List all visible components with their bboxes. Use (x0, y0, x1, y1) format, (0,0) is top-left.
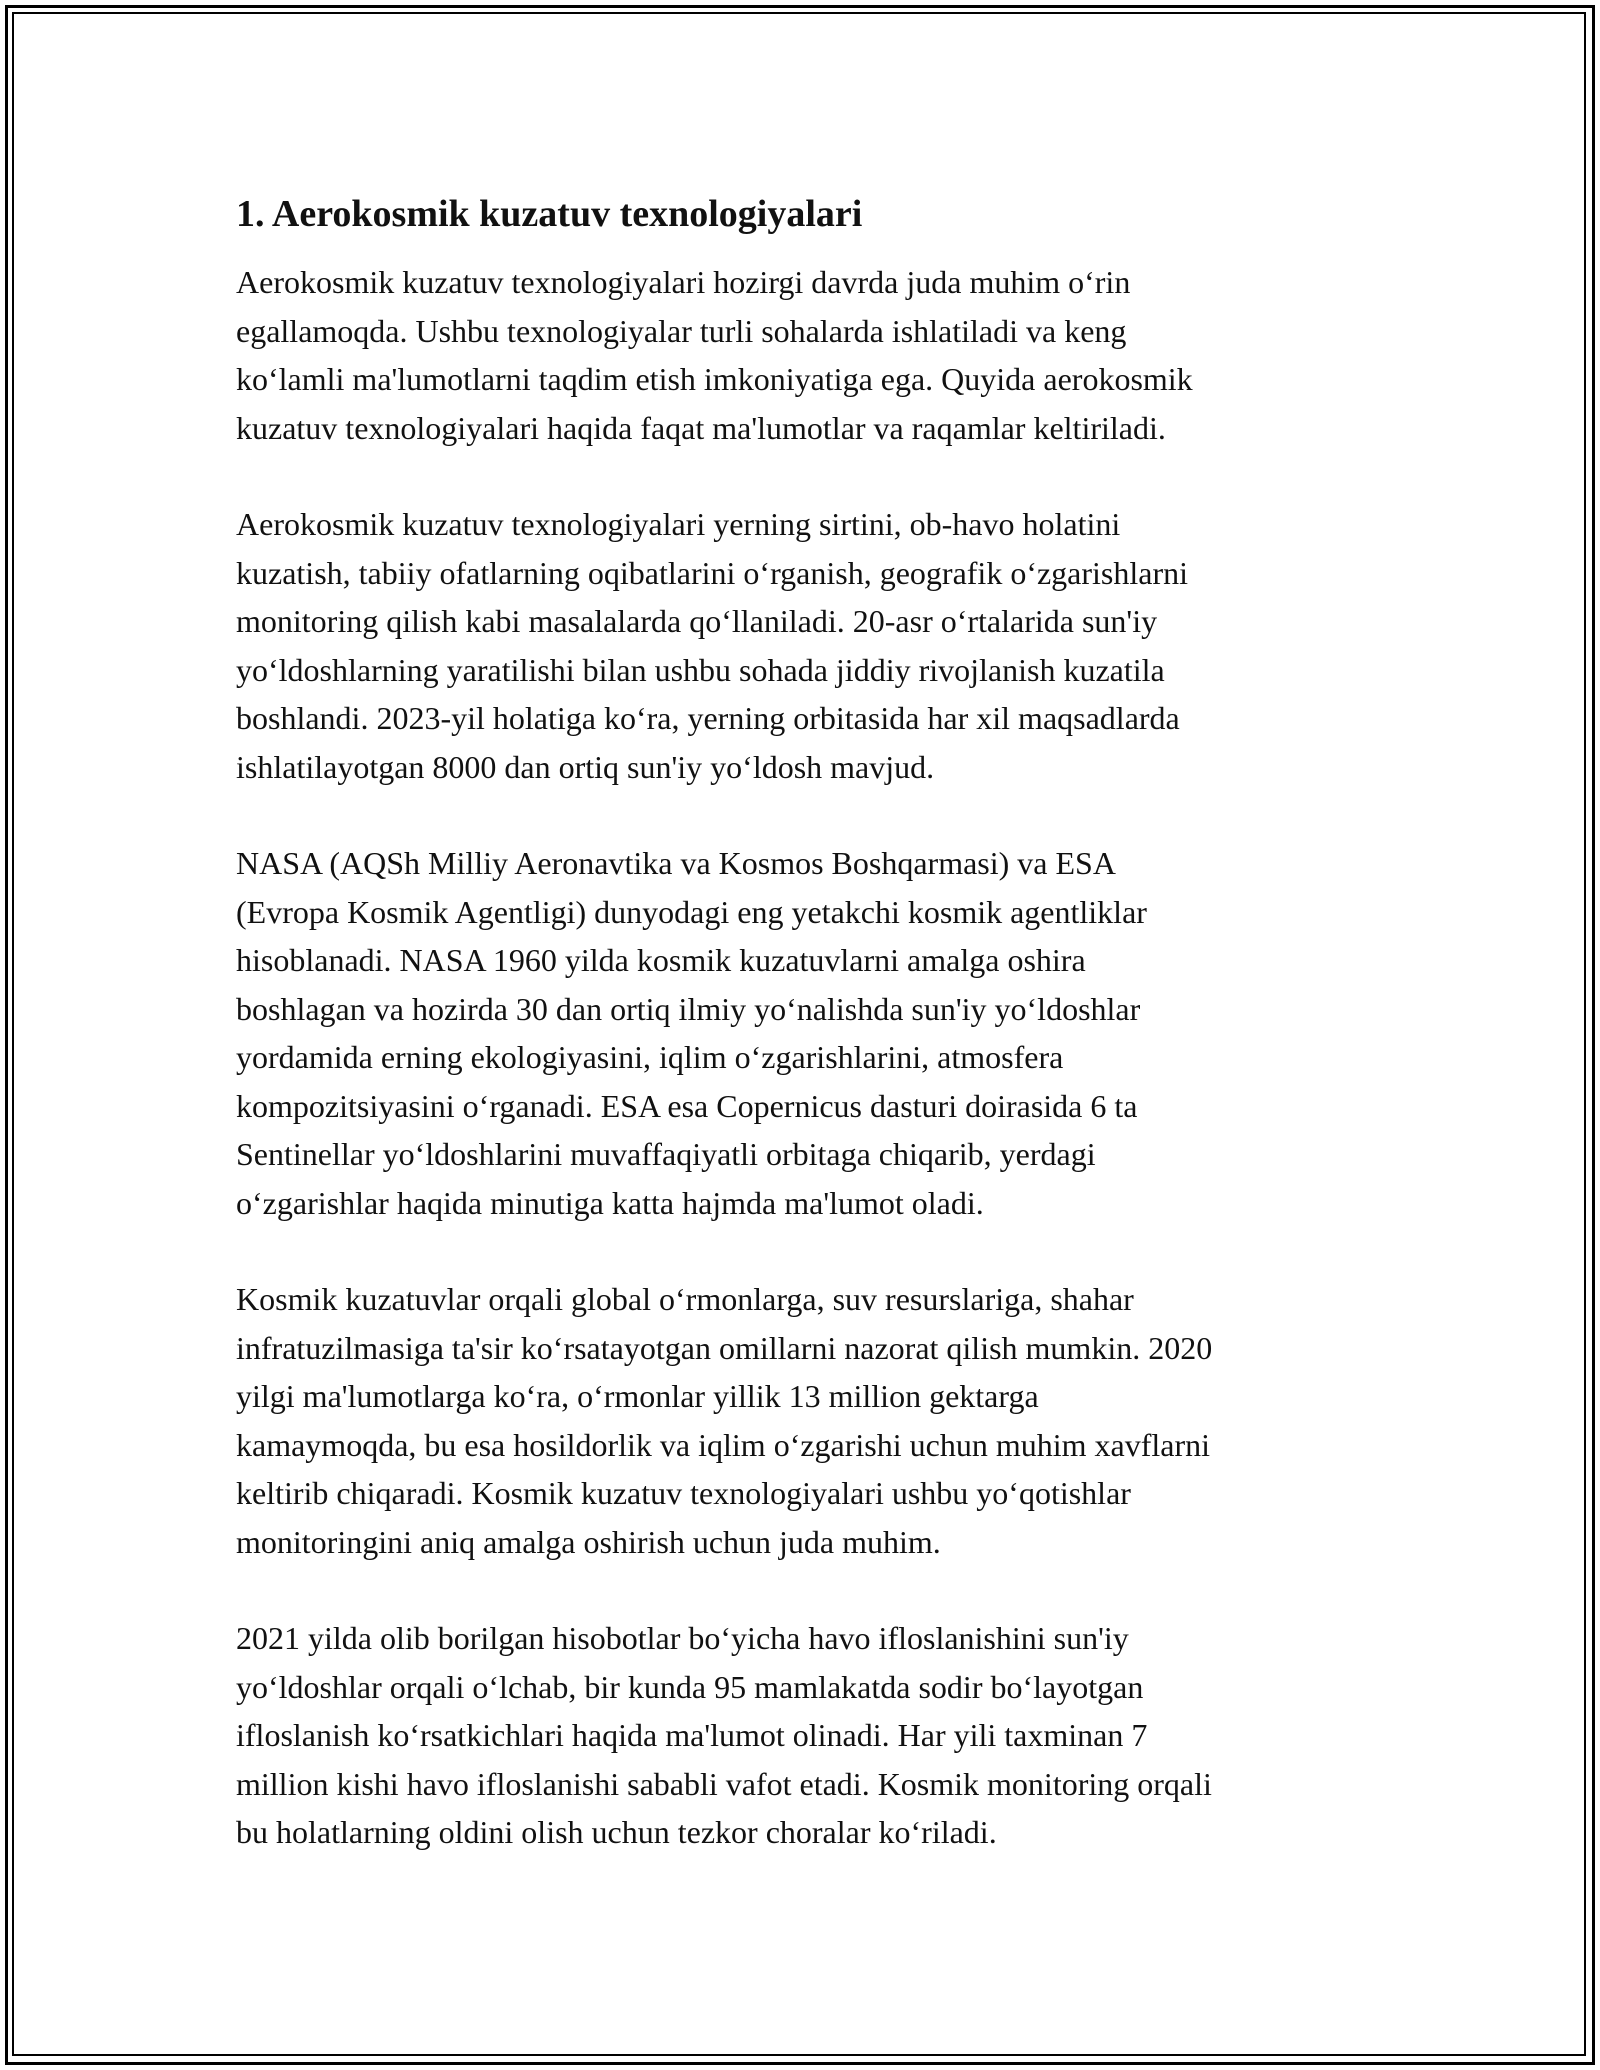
paragraph-line: yilgi ma'lumotlarga ko‘ra, o‘rmonlar yillik 13 million gektarga (236, 1378, 1039, 1414)
paragraph-line: egallamoqda. Ushbu texnologiyalar turli sohalarda ishlatiladi va keng (236, 312, 1127, 349)
paragraph-line: million kishi havo ifloslanishi sababli vafot etadi. Kosmik monitoring orqali (236, 1765, 1212, 1802)
paragraph-line: infratuzilmasiga ta'sir ko‘rsatayotgan omillarni nazorat qilish mumkin. 2020 (236, 1329, 1213, 1366)
paragraph (236, 1275, 1366, 1566)
section-title: 1. Aerokosmik kuzatuv texnologiyalari (236, 193, 863, 235)
paragraph (236, 258, 1366, 452)
paragraph-line: ko‘lamli ma'lumotlarni taqdim etish imkoniyatiga ega. Quyida aerokosmik (236, 361, 1193, 397)
paragraph-line: kamaymoqda, bu esa hosildorlik va iqlim o‘zgarishi uchun muhim xavflarni (236, 1426, 1211, 1463)
paragraph-line: (Evropa Kosmik Agentligi) dunyodagi eng yetakchi kosmik agentliklar (236, 893, 1147, 930)
paragraph-line: bu holatlarning oldini olish uchun tezkor choralar ko‘riladi. (236, 1814, 997, 1850)
paragraph-line: ifloslanish ko‘rsatkichlari haqida ma'lumot olinadi. Har yili taxminan 7 (236, 1717, 1148, 1753)
paragraph-line: Kosmik kuzatuvlar orqali global o‘rmonlarga, suv resurslariga, shahar (236, 1281, 1134, 1317)
paragraph-line: o‘zgarishlar haqida minutiga katta hajmda ma'lumot oladi. (236, 1184, 984, 1221)
paragraph-line: Sentinellar yo‘ldoshlarini muvaffaqiyatli orbitaga chiqarib, yerdagi (236, 1136, 1096, 1172)
document-body (236, 186, 1366, 1905)
paragraph-line: yo‘ldoshlar orqali o‘lchab, bir kunda 95 mamlakatda sodir bo‘layotgan (236, 1668, 1144, 1705)
paragraph-line: kuzatuv texnologiyalari haqida faqat ma'lumotlar va raqamlar keltiriladi. (236, 409, 1166, 446)
paragraph (236, 500, 1366, 791)
paragraph-line: yordamida erning ekologiyasini, iqlim o‘zgarishlarini, atmosfera (236, 1039, 1064, 1075)
paragraph (236, 1614, 1366, 1857)
paragraph-line: boshlandi. 2023-yil holatiga ko‘ra, yerning orbitasida har xil maqsadlarda (236, 700, 1180, 736)
paragraph-line: hisoblanadi. NASA 1960 yilda kosmik kuzatuvlarni amalga oshira (236, 942, 1086, 978)
paragraph-line: Aerokosmik kuzatuv texnologiyalari hozirgi davrda juda muhim o‘rin (236, 264, 1131, 300)
paragraph-line: boshlagan va hozirda 30 dan ortiq ilmiy yo‘nalishda sun'iy yo‘ldoshlar (236, 990, 1141, 1027)
paragraph-line: 2021 yilda olib borilgan hisobotlar bo‘yicha havo ifloslanishini sun'iy (236, 1620, 1129, 1656)
paragraph (236, 839, 1366, 1227)
paragraph-line: ishlatilayotgan 8000 dan ortiq sun'iy yo‘ldosh mavjud. (236, 748, 935, 785)
paragraph-line: kuzatish, tabiiy ofatlarning oqibatlarini o‘rganish, geografik o‘zgarishlarni (236, 554, 1189, 591)
paragraph-line: NASA (AQSh Milliy Aeronavtika va Kosmos Boshqarmasi) va ESA (236, 845, 1116, 881)
paragraph-line: monitoring qilish kabi masalalarda qo‘llaniladi. 20-asr o‘rtalarida sun'iy (236, 603, 1158, 639)
paragraph-line: keltirib chiqaradi. Kosmik kuzatuv texnologiyalari ushbu yo‘qotishlar (236, 1475, 1131, 1511)
paragraph-line: yo‘ldoshlarning yaratilishi bilan ushbu sohada jiddiy rivojlanish kuzatila (236, 651, 1165, 688)
paragraph-line: kompozitsiyasini o‘rganadi. ESA esa Copernicus dasturi doirasida 6 ta (236, 1087, 1138, 1124)
paragraph-list (236, 258, 1366, 1857)
paragraph-line: monitoringini aniq amalga oshirish uchun juda muhim. (236, 1523, 941, 1560)
paragraph-line: Aerokosmik kuzatuv texnologiyalari yerning sirtini, ob-havo holatini (236, 506, 1121, 542)
